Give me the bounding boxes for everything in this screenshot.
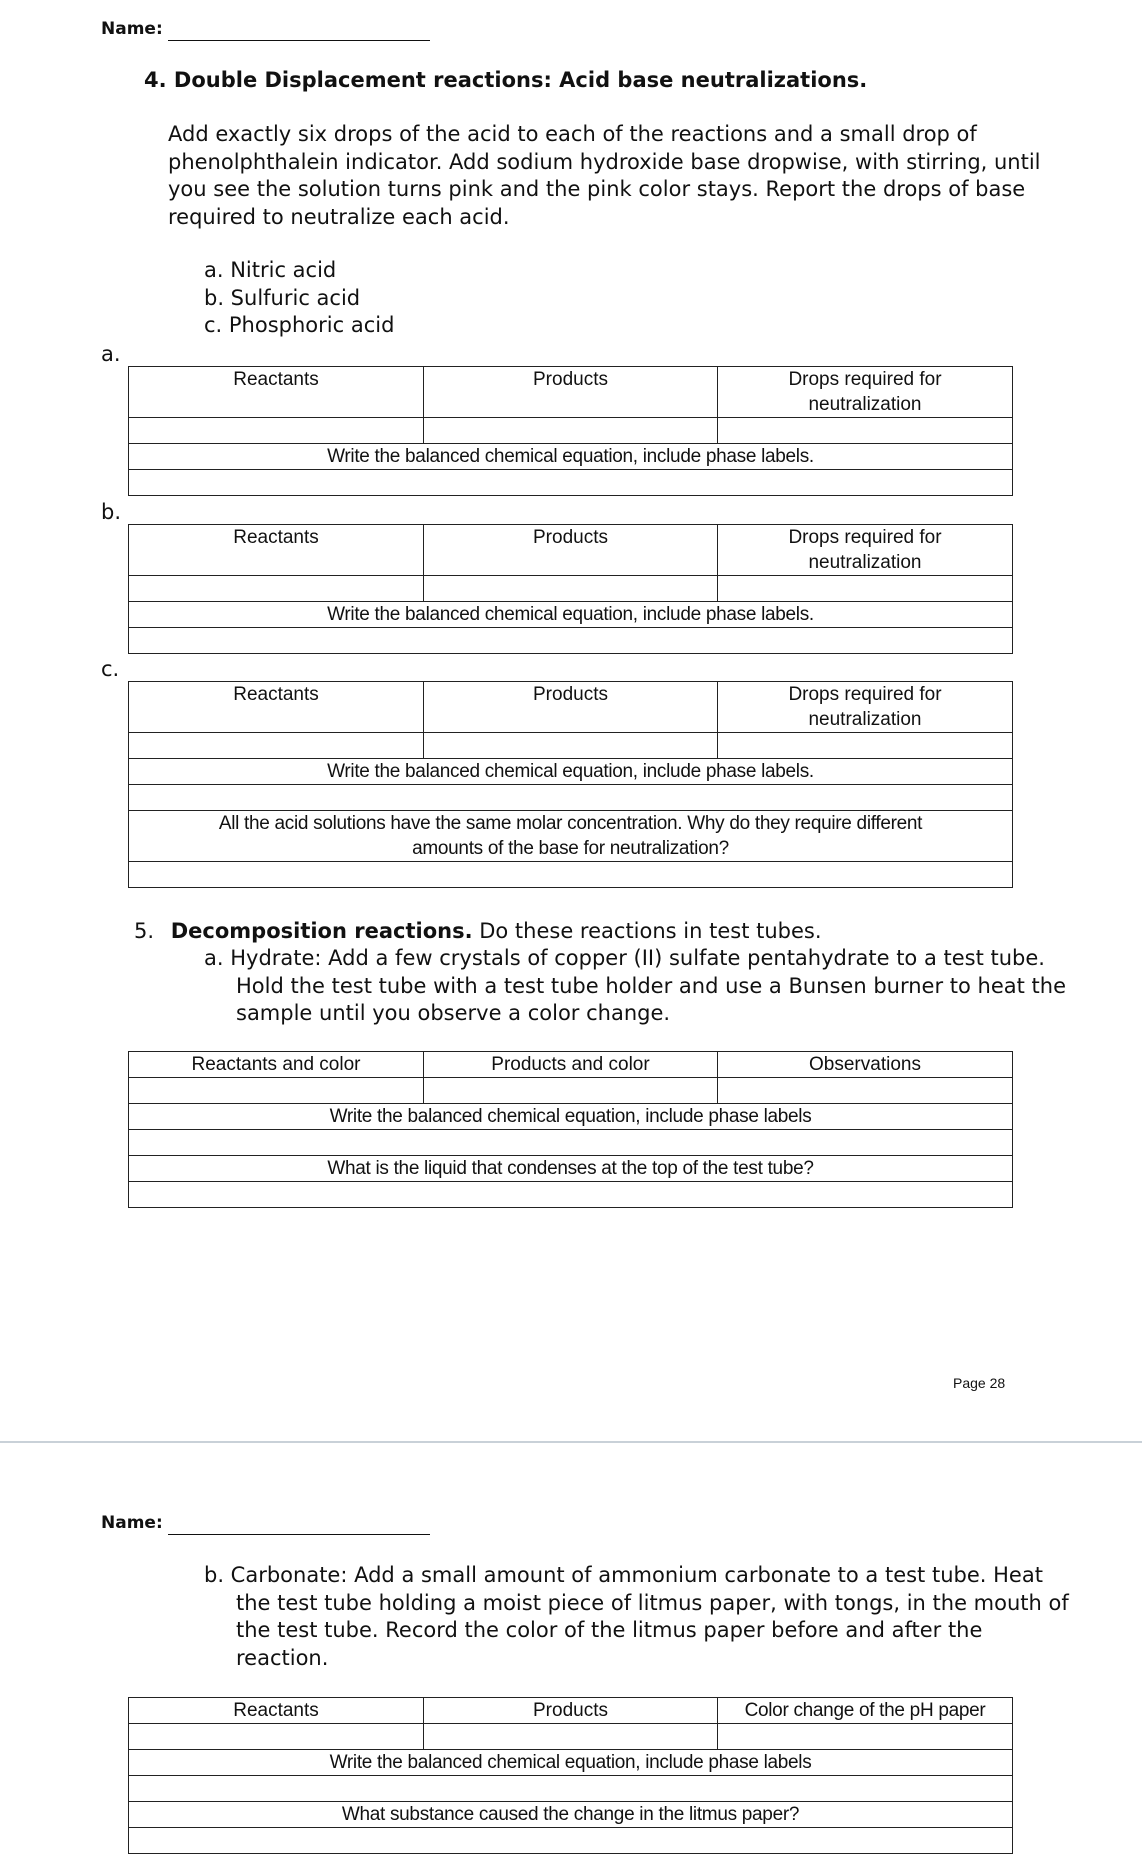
table-b-label: b. — [101, 500, 122, 524]
carbonate-instructions — [204, 1562, 1069, 1672]
equation-prompt: Write the balanced chemical equation, include phase labels — [129, 1750, 1013, 1776]
instruction-line: reaction. — [236, 1645, 329, 1670]
instruction-line: sample until you observe a color change. — [236, 1001, 671, 1025]
products-answer-cell[interactable] — [424, 576, 718, 602]
equation-prompt: Write the balanced chemical equation, include phase labels. — [129, 759, 1013, 785]
section-4-instructions — [168, 121, 1041, 231]
carbonate-table — [128, 1697, 1013, 1854]
question-answer-cell[interactable] — [129, 862, 1013, 888]
instruction-line: phenolphthalein indicator. Add sodium hydroxide base dropwise, with stirring, until — [168, 149, 1041, 174]
litmus-answer-cell[interactable] — [129, 1828, 1013, 1854]
instruction-line: Add exactly six drops of the acid to each of the reactions and a small drop of — [168, 122, 977, 146]
equation-prompt: Write the balanced chemical equation, include phase labels — [129, 1104, 1013, 1130]
products-header: Products — [424, 367, 718, 418]
name-blank[interactable] — [168, 1534, 430, 1535]
hydrate-instructions — [204, 945, 1066, 1028]
reactants-answer-cell[interactable] — [129, 733, 424, 759]
section-5-number: 5. — [134, 919, 155, 943]
instruction-line: b. Carbonate: Add a small amount of ammonium carbonate to a test tube. Heat — [204, 1563, 1043, 1587]
equation-prompt: Write the balanced chemical equation, include phase labels. — [129, 444, 1013, 470]
reactants-color-header: Reactants and color — [129, 1052, 424, 1078]
name-blank[interactable] — [168, 40, 430, 41]
acid-item-phosphoric: c. Phosphoric acid — [204, 313, 395, 337]
products-answer-cell[interactable] — [424, 418, 718, 444]
acid-item-sulfuric: b. Sulfuric acid — [204, 286, 361, 310]
instruction-line: you see the solution turns pink and the pink color stays. Report the drops of base — [168, 177, 1026, 201]
acid-item-nitric: a. Nitric acid — [204, 258, 337, 282]
reactants-answer-cell[interactable] — [129, 1078, 424, 1104]
products-color-header: Products and color — [424, 1052, 718, 1078]
drops-header: Drops required for neutralization — [718, 682, 1013, 733]
name-label: Name: — [101, 19, 163, 39]
table-b — [128, 524, 1013, 654]
reactants-answer-cell[interactable] — [129, 418, 424, 444]
litmus-question: What substance caused the change in the litmus paper? — [129, 1802, 1013, 1828]
instruction-line: the test tube. Record the color of the litmus paper before and after the — [236, 1618, 983, 1642]
table-a-label: a. — [101, 342, 121, 366]
section-5-title: Decomposition reactions. — [170, 919, 473, 943]
drops-header: Drops required for neutralization — [718, 525, 1013, 576]
reactants-answer-cell[interactable] — [129, 576, 424, 602]
reactants-answer-cell[interactable] — [129, 1724, 424, 1750]
equation-prompt: Write the balanced chemical equation, include phase labels. — [129, 602, 1013, 628]
reactants-header: Reactants — [129, 1698, 424, 1724]
liquid-question: What is the liquid that condenses at the top of the test tube? — [129, 1156, 1013, 1182]
products-header: Products — [424, 682, 718, 733]
liquid-answer-cell[interactable] — [129, 1182, 1013, 1208]
equation-answer-cell[interactable] — [129, 1130, 1013, 1156]
worksheet-page-2 — [0, 1443, 1142, 1857]
equation-answer-cell[interactable] — [129, 628, 1013, 654]
section-4-heading: 4. Double Displacement reactions: Acid base neutralizations. — [144, 68, 868, 92]
products-header: Products — [424, 525, 718, 576]
instruction-line: Hold the test tube with a test tube holder and use a Bunsen burner to heat the — [236, 973, 1067, 998]
reactants-header: Reactants — [129, 682, 424, 733]
name-label: Name: — [101, 1513, 163, 1533]
drops-answer-cell[interactable] — [718, 418, 1013, 444]
products-answer-cell[interactable] — [424, 733, 718, 759]
color-change-header: Color change of the pH paper — [718, 1698, 1013, 1724]
drops-answer-cell[interactable] — [718, 733, 1013, 759]
observations-header: Observations — [718, 1052, 1013, 1078]
products-answer-cell[interactable] — [424, 1078, 718, 1104]
table-c-label: c. — [101, 657, 120, 681]
molar-concentration-question: All the acid solutions have the same molar concentration. Why do they require different amounts of the base for neutralization? — [129, 811, 1013, 862]
instruction-line: a. Hydrate: Add a few crystals of copper (II) sulfate pentahydrate to a test tube. — [204, 946, 1045, 970]
color-change-answer-cell[interactable] — [718, 1724, 1013, 1750]
observations-answer-cell[interactable] — [718, 1078, 1013, 1104]
instruction-line: the test tube holding a moist piece of litmus paper, with tongs, in the mouth of — [236, 1590, 1069, 1615]
instruction-line: required to neutralize each acid. — [168, 204, 510, 229]
table-c — [128, 681, 1013, 888]
products-header: Products — [424, 1698, 718, 1724]
section-5-heading — [134, 918, 822, 946]
reactants-header: Reactants — [129, 367, 424, 418]
products-answer-cell[interactable] — [424, 1724, 718, 1750]
table-a — [128, 366, 1013, 496]
equation-answer-cell[interactable] — [129, 1776, 1013, 1802]
equation-answer-cell[interactable] — [129, 470, 1013, 496]
section-5-subtitle: Do these reactions in test tubes. — [472, 919, 822, 943]
reactants-header: Reactants — [129, 525, 424, 576]
drops-answer-cell[interactable] — [718, 576, 1013, 602]
equation-answer-cell[interactable] — [129, 785, 1013, 811]
hydrate-table — [128, 1051, 1013, 1208]
page-number: Page 28 — [953, 1375, 1006, 1391]
drops-header: Drops required for neutralization — [718, 367, 1013, 418]
